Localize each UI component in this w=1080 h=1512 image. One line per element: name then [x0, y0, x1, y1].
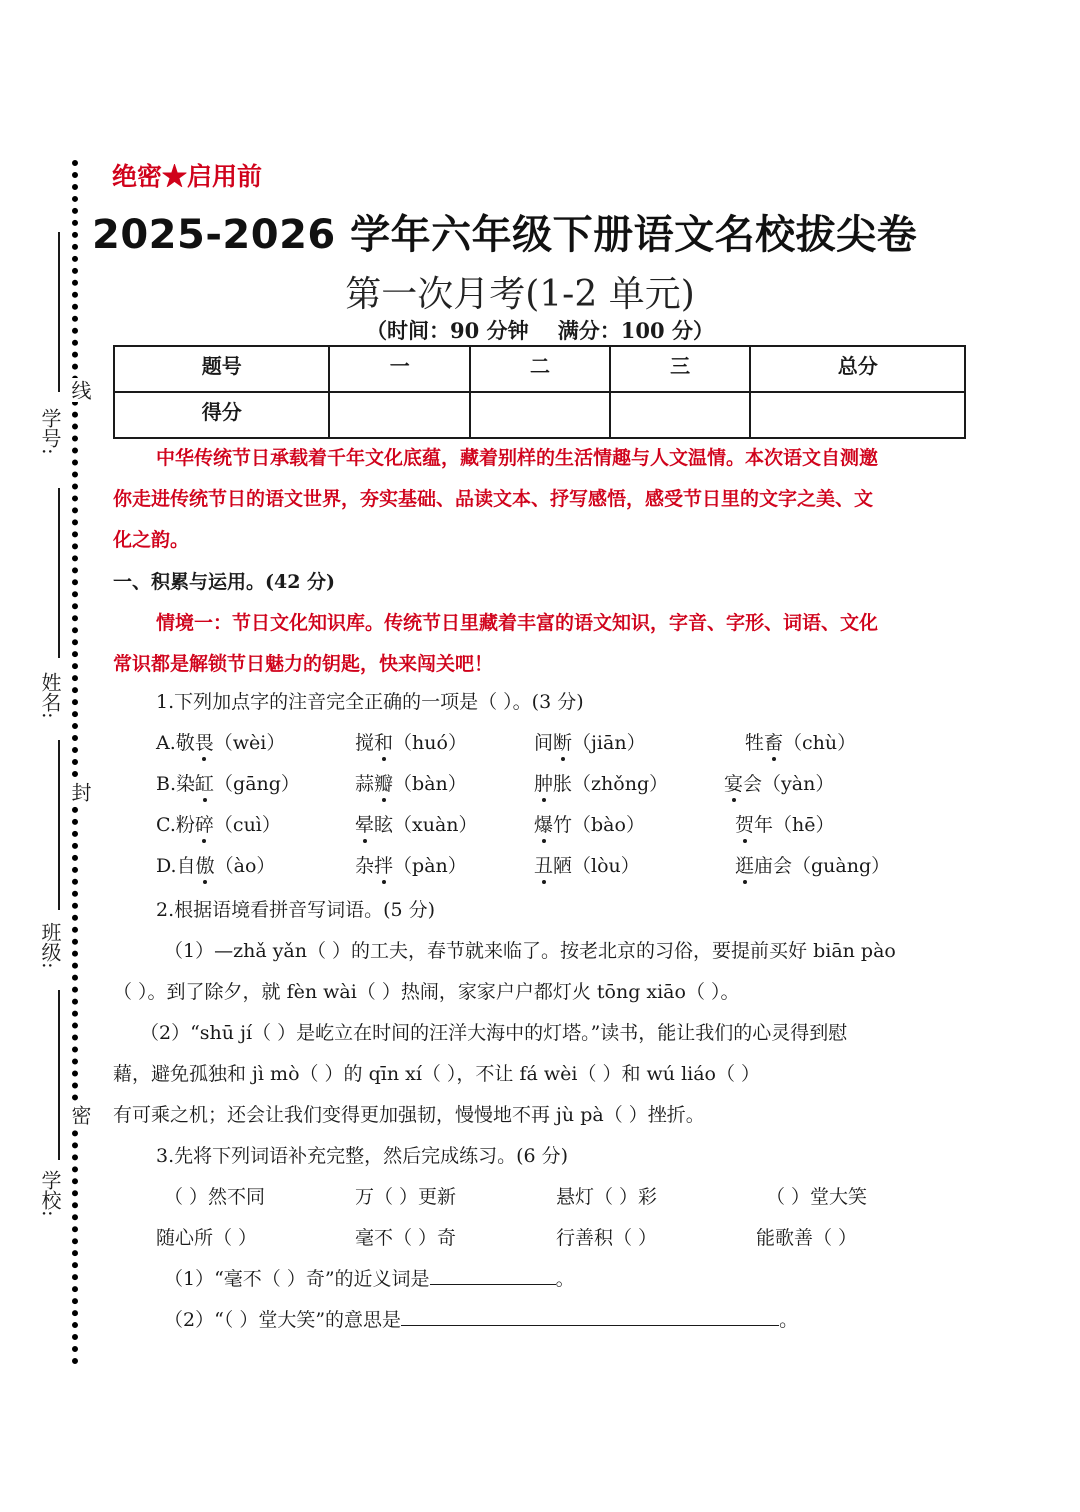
score-cell[interactable] — [329, 392, 470, 438]
score-table-score-row — [114, 392, 965, 438]
q1-option-b: 肿胀（zhǒng） — [534, 769, 668, 796]
q3-idiom: 随心所（ ） — [156, 1227, 258, 1249]
q3-idiom: （ ）堂大笑 — [766, 1186, 868, 1208]
score-table-header: 题号 — [114, 346, 329, 392]
q1-option-d: 丑陋（lòu） — [534, 851, 640, 878]
question-3-stem: 3.先将下列词语补充完整，然后完成练习。(6 分) — [156, 1145, 569, 1167]
answer-blank[interactable] — [401, 1307, 779, 1326]
context-line: 常识都是解锁节日魅力的钥匙，快来闯关吧！ — [113, 653, 494, 675]
score-table-header: 一 — [329, 346, 470, 392]
score-cell[interactable] — [750, 392, 965, 438]
section-title: 一、积累与运用。(42 分) — [113, 571, 336, 593]
q3-idiom: （ ）然不同 — [164, 1186, 266, 1208]
confidential-mark: 绝密★启用前 — [112, 162, 263, 191]
score-table-header: 总分 — [750, 346, 965, 392]
q2-text-line: 有可乘之机；还会让我们变得更加强韧，慢慢地不再 jù pà（ ）挫折。 — [113, 1104, 705, 1126]
intro-line: 中华传统节日承载着千年文化底蕴，藏着别样的生活情趣与人文温情。本次语文自测邀 — [156, 447, 879, 469]
score-table-header: 三 — [610, 346, 751, 392]
q3-idiom: 万（ ）更新 — [355, 1186, 457, 1208]
intro-line: 你走进传统节日的语文世界，夯实基础、品读文本、抒写感悟，感受节日里的文字之美、文 — [113, 488, 874, 510]
score-table-header: 二 — [470, 346, 610, 392]
score-table — [113, 345, 966, 439]
score-cell[interactable] — [610, 392, 751, 438]
exam-subtitle: 第一次月考(1-2 单元) — [345, 274, 695, 315]
seal-line-feng: 封 — [68, 782, 92, 802]
intro-line: 化之韵。 — [113, 529, 190, 551]
q1-option-c: 晕眩（xuàn） — [355, 810, 478, 837]
seal-line-mi: 密 — [68, 1105, 92, 1125]
student-id-label: 学号: — [38, 408, 62, 455]
q1-option-c: C.粉碎（cuì） — [156, 810, 281, 837]
q1-option-b: 宴会（yàn） — [724, 769, 834, 796]
q1-option-d: 杂拌（pàn） — [355, 851, 467, 878]
q1-option-a: 牲畜（chù） — [745, 728, 856, 755]
q1-option-c: 贺年（hē） — [735, 810, 835, 837]
q1-option-a: A.敬畏（wèi） — [156, 728, 285, 755]
question-2-stem: 2.根据语境看拼音写词语。(5 分) — [156, 899, 436, 921]
name-label: 姓名: — [38, 672, 62, 719]
q2-text-line: 藉，避免孤独和 jì mò（ ）的 qīn xí（ ），不让 fá wèi（ ）和 wú liáo（ ） — [113, 1063, 761, 1085]
q1-option-c: 爆竹（bào） — [534, 810, 645, 837]
q3-sub-question-2: （2）“（ ）堂大笑”的意思是 。 — [164, 1309, 799, 1331]
q1-option-d: D.自傲（ào） — [156, 851, 275, 878]
q1-option-d: 逛庙会（guàng） — [735, 851, 890, 878]
school-line — [58, 990, 60, 1160]
answer-blank[interactable] — [430, 1266, 556, 1285]
q1-option-b: 蒜瓣（bàn） — [355, 769, 467, 796]
q3-idiom: 悬灯（ ）彩 — [556, 1186, 658, 1208]
q3-idiom: 毫不（ ）奇 — [355, 1227, 457, 1249]
q1-option-b: B.染缸（gāng） — [156, 769, 300, 796]
q3-idiom: 行善积（ ） — [556, 1227, 658, 1249]
name-line — [58, 488, 60, 658]
question-1-stem: 1.下列加点字的注音完全正确的一项是（ ）。(3 分) — [156, 691, 584, 713]
context-line: 情境一：节日文化知识库。传统节日里藏着丰富的语文知识，字音、字形、词语、文化 — [156, 612, 879, 634]
q3-sub-question-1: （1）“毫不（ ）奇”的近义词是 。 — [164, 1268, 575, 1290]
q1-option-a: 间断（jiān） — [534, 728, 646, 755]
school-label: 学校: — [38, 1170, 62, 1217]
score-cell[interactable] — [470, 392, 610, 438]
seal-line-xian: 线 — [68, 380, 92, 400]
exam-title: 2025-2026 学年六年级下册语文名校拔尖卷 — [92, 212, 918, 258]
q2-text-line: （2）“shū jí（ ）是屹立在时间的汪洋大海中的灯塔。”读书，能让我们的心灵得到慰 — [140, 1022, 848, 1044]
q3-idiom: 能歌善（ ） — [756, 1227, 858, 1249]
time-score-info: （时间：90 分钟 满分：100 分） — [366, 318, 714, 343]
class-line — [58, 740, 60, 910]
score-row-label: 得分 — [114, 392, 329, 438]
q1-option-a: 搅和（huó） — [355, 728, 467, 755]
q2-text-line: （ ）。到了除夕，就 fèn wài（ ）热闹，家家户户都灯火 tōng xiāo（ ）。 — [113, 981, 740, 1003]
score-table-header-row — [114, 346, 965, 392]
q2-text-line: （1）—zhǎ yǎn（ ）的工夫，春节就来临了。按老北京的习俗，要提前买好 biān pào — [164, 940, 896, 962]
class-label: 班级: — [38, 922, 62, 969]
